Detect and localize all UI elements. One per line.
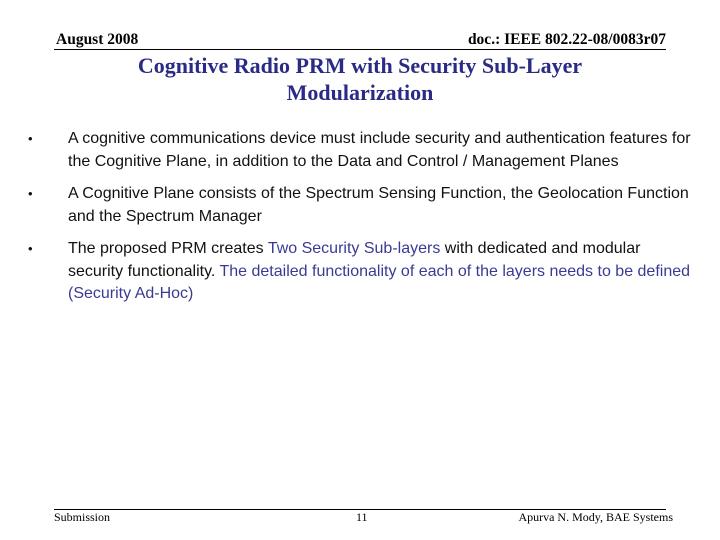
bullet-item-2	[26, 183, 696, 228]
header-rule	[54, 49, 666, 50]
bullet-marker: •	[28, 186, 33, 201]
title-line-1: Cognitive Radio PRM with Security Sub-Layer	[137, 53, 583, 78]
bullet-text-3c: with dedicated and modular security functionality.	[68, 240, 641, 280]
bullet-marker: •	[28, 241, 33, 256]
bullet-item-1	[26, 128, 696, 173]
header-doc-id: doc.: IEEE 802.22-08/0083r07	[467, 31, 666, 48]
slide-title	[60, 52, 660, 106]
bullet-text-3-highlight-2: The detailed functionality of each of the layers needs to be defined (Security Ad-Hoc)	[68, 262, 691, 302]
bullet-text-3a: The proposed PRM creates	[68, 240, 268, 257]
footer-submission: Submission	[54, 510, 111, 524]
bullet-text-3-highlight-1: Two Security Sub-layers	[267, 240, 441, 257]
bullet-text-2: A Cognitive Plane consists of the Spectrum Sensing Function, the Geolocation Function and the Spectrum Manager	[68, 185, 689, 225]
header-date: August 2008	[56, 31, 139, 48]
title-line-2: Modularization	[286, 80, 434, 105]
bullet-item-3	[26, 238, 696, 306]
footer-author: Apurva N. Mody, BAE Systems	[518, 510, 673, 524]
footer-page-number: 11	[356, 510, 368, 524]
bullet-text-1: A cognitive communications device must include security and authentication features for the Cognitive Plane, in addition to the Data and Control / Management Planes	[68, 130, 691, 170]
bullet-list	[26, 128, 696, 316]
bullet-marker: •	[28, 131, 33, 146]
